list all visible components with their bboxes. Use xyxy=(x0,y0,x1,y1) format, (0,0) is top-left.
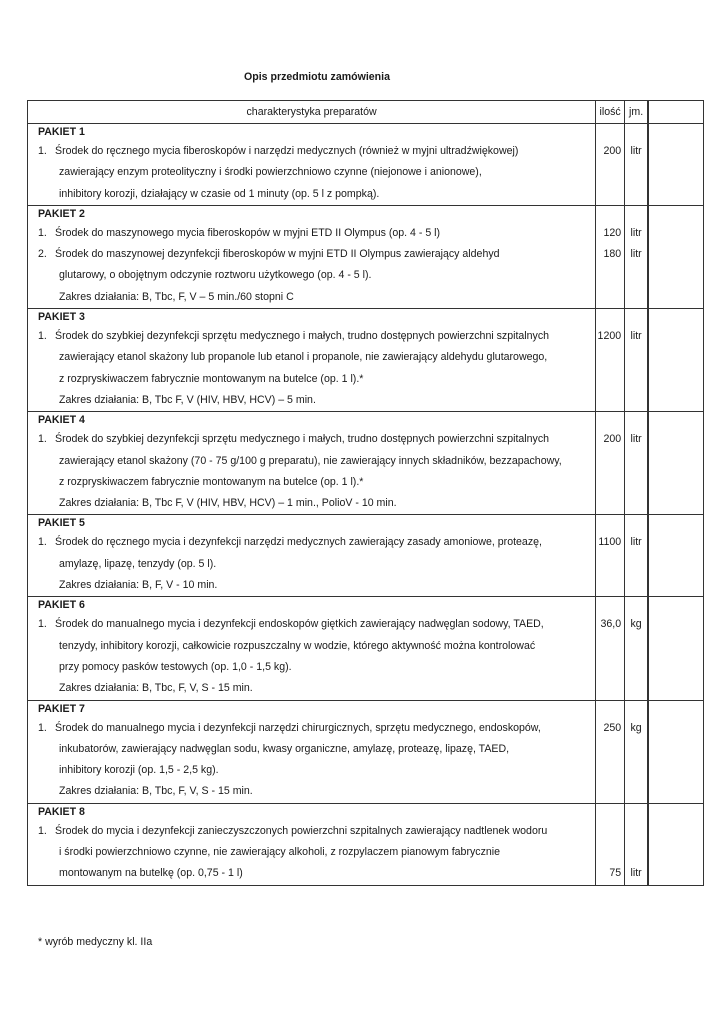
item-text: Środek do manualnego mycia i dezynfekcji narzędzi chirurgicznych, sprzętu medycznego, endoskopów, xyxy=(55,721,541,734)
item-line xyxy=(38,821,595,842)
item-line xyxy=(38,244,595,265)
item-unit: litr xyxy=(630,536,642,549)
package-empty-cell xyxy=(649,206,704,308)
item-line xyxy=(38,223,595,244)
package-name: PAKIET 7 xyxy=(38,702,85,715)
item-quantity: 1100 xyxy=(598,536,622,549)
package-name: PAKIET 5 xyxy=(38,517,85,530)
package-quantity-cell xyxy=(596,412,625,514)
item-unit: kg xyxy=(630,721,642,734)
package-description xyxy=(28,309,596,411)
item-continuation-line: glutarowy, o obojętnym odczynie roztworu użytkowego (op. 4 - 5 l). xyxy=(59,269,372,282)
item-unit: litr xyxy=(630,330,642,343)
package-scope-line: Zakres działania: B, Tbc F, V (HIV, HBV, HCV) – 5 min. xyxy=(59,393,316,406)
package-row xyxy=(27,124,704,206)
package-unit-cell xyxy=(625,206,649,308)
package-description xyxy=(28,804,596,885)
package-row xyxy=(27,206,704,309)
item-continuation-line: zawierający etanol skażony lub propanole lub etanol i propanole, nie zawierający aldehydu glutarowego, xyxy=(59,351,548,364)
package-name: PAKIET 8 xyxy=(38,805,85,818)
package-name: PAKIET 1 xyxy=(38,126,85,138)
package-quantity-cell xyxy=(596,597,625,699)
package-description xyxy=(28,701,596,803)
item-text: Środek do szybkiej dezynfekcji sprzętu medycznego i małych, trudno dostępnych powierzchni szpitalnych xyxy=(55,330,550,343)
item-line xyxy=(38,718,595,739)
package-quantity-cell xyxy=(596,124,625,205)
package-row xyxy=(27,412,704,515)
item-number: 1. xyxy=(38,433,47,446)
item-continuation-line: przy pomocy pasków testowych (op. 1,0 - 1,5 kg). xyxy=(59,660,292,673)
package-quantity-cell xyxy=(596,515,625,596)
footnote: * wyrób medyczny kl. IIa xyxy=(38,936,153,948)
item-line xyxy=(38,614,595,635)
package-empty-cell xyxy=(649,124,704,205)
package-empty-cell xyxy=(649,804,704,885)
package-name: PAKIET 3 xyxy=(38,311,85,324)
package-scope-line: Zakres działania: B, Tbc, F, V, S - 15 min. xyxy=(59,682,253,695)
item-number: 1. xyxy=(38,330,47,343)
item-quantity: 250 xyxy=(603,721,622,734)
item-line xyxy=(38,532,595,553)
item-continuation-line: z rozpryskiwaczem fabrycznie montowanym na butelce (op. 1 l).* xyxy=(59,372,364,385)
package-quantity-cell xyxy=(596,309,625,411)
package-row xyxy=(27,701,704,804)
item-unit: litr xyxy=(630,433,642,446)
products-table xyxy=(27,100,704,886)
item-unit: litr xyxy=(630,145,642,157)
package-row xyxy=(27,804,704,886)
item-text: Środek do mycia i dezynfekcji zanieczyszczonych powierzchni szpitalnych zawierający nadtlenek wodoru xyxy=(55,824,548,837)
page-title: Opis przedmiotu zamówienia xyxy=(244,71,390,83)
package-quantity-cell xyxy=(596,804,625,885)
package-name: PAKIET 4 xyxy=(38,414,85,427)
package-unit-cell xyxy=(625,597,649,699)
package-row xyxy=(27,309,704,412)
table-header xyxy=(27,101,704,124)
item-continuation-line: inkubatorów, zawierający nadwęglan sodu, kwasy organiczne, amylazę, proteazę, lipazę, TAED, xyxy=(59,742,510,755)
item-quantity: 36,0 xyxy=(600,618,622,631)
package-scope-line: Zakres działania: B, Tbc, F, V, S - 15 min. xyxy=(59,785,253,798)
package-empty-cell xyxy=(649,701,704,803)
package-empty-cell xyxy=(649,412,704,514)
package-unit-cell xyxy=(625,412,649,514)
item-continuation-line: inhibitory korozji (op. 1,5 - 2,5 kg). xyxy=(59,764,219,777)
item-text: Środek do szybkiej dezynfekcji sprzętu medycznego i małych, trudno dostępnych powierzchni szpitalnych xyxy=(55,433,550,446)
item-text: Środek do ręcznego mycia i dezynfekcji narzędzi medycznych zawierający zasady amoniowe, proteazę, xyxy=(55,536,542,549)
item-continuation-line: inhibitory korozji, działający w czasie od 1 minuty (op. 5 l z pompką). xyxy=(59,187,380,200)
item-continuation-line: zawierający enzym proteolityczny i środki powierzchniowo czynne (niejonowe i anionowe), xyxy=(59,166,482,179)
package-empty-cell xyxy=(649,515,704,596)
package-description xyxy=(28,597,596,699)
item-continuation-line: tenzydy, inhibitory korozji, całkowicie rozpuszczalny w wodzie, którego aktywność można kontrolować xyxy=(59,639,536,652)
package-scope-line: Zakres działania: B, Tbc F, V (HIV, HBV, HCV) – 1 min., PolioV - 10 min. xyxy=(59,497,397,510)
item-quantity: 180 xyxy=(603,248,622,261)
package-description xyxy=(28,206,596,308)
item-quantity: 75 xyxy=(609,867,622,880)
package-description xyxy=(28,412,596,514)
item-quantity: 1200 xyxy=(597,330,622,343)
item-continuation-line: z rozpryskiwaczem fabrycznie montowanym na butelce (op. 1 l).* xyxy=(59,475,364,488)
header-quantity: ilość xyxy=(596,101,625,123)
item-line xyxy=(38,429,595,450)
item-continuation-line: amylazę, lipazę, tenzydy (op. 5 l). xyxy=(59,557,217,570)
item-number: 1. xyxy=(38,618,47,631)
item-continuation-line: zawierający etanol skażony (70 - 75 g/100 g preparatu), nie zawierający innych składników, bezzapachowy, xyxy=(59,454,562,467)
package-unit-cell xyxy=(625,515,649,596)
item-quantity: 200 xyxy=(603,145,622,157)
item-quantity: 200 xyxy=(603,433,622,446)
package-empty-cell xyxy=(649,597,704,699)
package-name: PAKIET 2 xyxy=(38,207,85,220)
item-number: 1. xyxy=(38,226,47,239)
item-unit: kg xyxy=(630,618,642,631)
package-name: PAKIET 6 xyxy=(38,599,85,612)
item-continuation-line: montowanym na butelkę (op. 0,75 - 1 l) xyxy=(59,867,243,880)
package-unit-cell xyxy=(625,309,649,411)
package-description xyxy=(28,124,596,205)
package-unit-cell xyxy=(625,701,649,803)
package-unit-cell xyxy=(625,804,649,885)
package-empty-cell xyxy=(649,309,704,411)
item-quantity: 120 xyxy=(603,226,622,239)
header-empty-cell xyxy=(649,101,704,123)
item-text: Środek do maszynowej dezynfekcji fiberoskopów w myjni ETD II Olympus zawierający aldehyd xyxy=(55,248,500,261)
item-unit: litr xyxy=(630,226,642,239)
item-unit: litr xyxy=(630,867,642,880)
package-description xyxy=(28,515,596,596)
item-line xyxy=(38,141,595,162)
item-line xyxy=(38,326,595,347)
item-continuation-line: i środki powierzchniowo czynne, nie zawierający alkoholi, z rozpylaczem pianowym fabrycznie xyxy=(59,846,501,859)
item-text: Środek do maszynowego mycia fiberoskopów w myjni ETD II Olympus (op. 4 - 5 l) xyxy=(55,226,441,239)
package-quantity-cell xyxy=(596,701,625,803)
item-text: Środek do ręcznego mycia fiberoskopów i narzędzi medycznych (również w myjni ultradźwiękowej) xyxy=(55,145,519,157)
package-row xyxy=(27,597,704,700)
item-number: 1. xyxy=(38,721,47,734)
package-scope-line: Zakres działania: B, F, V - 10 min. xyxy=(59,579,218,592)
header-unit: jm. xyxy=(625,101,649,123)
item-text: Środek do manualnego mycia i dezynfekcji endoskopów giętkich zawierający nadwęglan sodowy, TAED, xyxy=(55,618,544,631)
package-scope-line: Zakres działania: B, Tbc, F, V – 5 min./60 stopni C xyxy=(59,290,294,303)
header-description: charakterystyka preparatów xyxy=(28,101,596,123)
package-unit-cell xyxy=(625,124,649,205)
item-number: 1. xyxy=(38,536,47,549)
item-number: 1. xyxy=(38,824,47,837)
item-unit: litr xyxy=(630,248,642,261)
package-row xyxy=(27,515,704,597)
item-number: 1. xyxy=(38,145,47,157)
package-quantity-cell xyxy=(596,206,625,308)
item-number: 2. xyxy=(38,248,47,261)
